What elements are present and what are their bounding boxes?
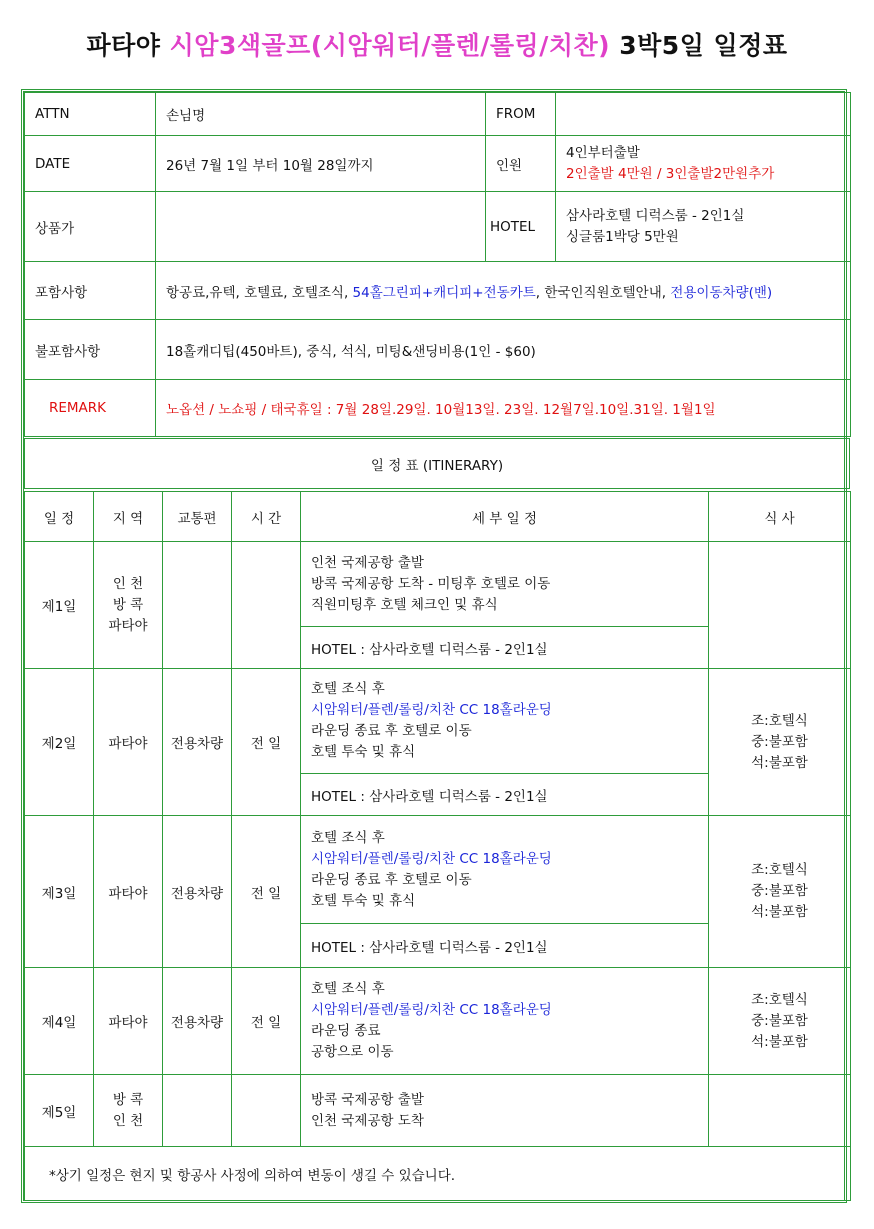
hotel-line-1: 삼사라호텔 디럭스룸 - 2인1실 [566, 207, 745, 224]
day-transport [163, 1075, 232, 1147]
itinerary-table [24, 491, 851, 1201]
meal-line: 중:불포함 [751, 883, 808, 899]
hotel-line-2: 싱글룸1박당 5만원 [566, 228, 679, 245]
day-hotel: HOTEL : 삼사라호텔 디럭스룸 - 2인1실 [301, 924, 709, 968]
people-value [556, 136, 851, 192]
meal-line: 중:불포함 [751, 1012, 808, 1029]
people-line-1: 4인부터출발 [566, 144, 640, 161]
footer-row [25, 1147, 851, 1201]
day-meals [709, 816, 851, 968]
title-suffix: 3박5일 일정표 [610, 31, 788, 60]
day-time: 전 일 [232, 816, 301, 968]
title-prefix: 파타야 [86, 31, 170, 60]
include-part-2: 54홀그린피+캐디피+전동카트 [352, 284, 536, 301]
remark-label: REMARK [25, 380, 156, 437]
detail-line: 호텔 조식 후 [311, 981, 385, 997]
itinerary-title-table [24, 438, 850, 489]
day-row [25, 542, 851, 627]
day-meals [709, 669, 851, 816]
include-label: 포함사항 [25, 262, 156, 320]
info-table [24, 92, 851, 437]
remark-value: 노옵션 / 노쇼핑 / 태국휴일 : 7월 28일.29일. 10월13일. 23일. 12월7일.10일.31일. 1월1일 [156, 380, 851, 437]
header-detail: 세 부 일 정 [301, 492, 709, 542]
detail-line: 호텔 조식 후 [311, 829, 385, 846]
day-label: 제2일 [25, 669, 94, 816]
detail-line: 시암워터/플렌/롤링/치찬 CC 18홀라운딩 [311, 1002, 552, 1018]
page-title [0, 26, 874, 62]
day-detail [301, 542, 709, 627]
include-part-1: 항공료,유텍, 호텔료, 호텔조식, [166, 284, 353, 301]
exclude-value: 18홀캐디팁(450바트), 중식, 석식, 미팅&샌딩비용(1인 - $60) [156, 320, 851, 380]
day-label: 제1일 [25, 542, 94, 669]
day-label: 제5일 [25, 1075, 94, 1147]
day-detail [301, 968, 709, 1075]
meal-line: 조:호텔식 [751, 991, 808, 1008]
header-transport: 교통편 [163, 492, 232, 542]
meal-line: 조:호텔식 [751, 712, 808, 729]
day-detail [301, 669, 709, 774]
hotel-label: HOTEL [486, 192, 556, 262]
info-row-date [25, 136, 851, 192]
day-hotel: HOTEL : 삼사라호텔 디럭스룸 - 2인1실 [301, 627, 709, 669]
day-region: 파타야 [94, 816, 163, 968]
day-region: 파타야 [94, 669, 163, 816]
itinerary-title: 일 정 표 (ITINERARY) [25, 439, 850, 489]
day-meals [709, 1075, 851, 1147]
day-transport: 전용차량 [163, 968, 232, 1075]
day-transport: 전용차량 [163, 816, 232, 968]
region-line: 파타야 [108, 617, 148, 634]
day-label: 제3일 [25, 816, 94, 968]
day-region [94, 1075, 163, 1147]
region-line: 방 콕 [112, 596, 144, 613]
day-time [232, 1075, 301, 1147]
detail-line: 방콕 국제공항 도착 - 미팅후 호텔로 이동 [311, 575, 551, 592]
day-row [25, 1075, 851, 1147]
header-region: 지 역 [94, 492, 163, 542]
people-label: 인원 [486, 136, 556, 192]
price-value [156, 192, 486, 262]
region-line: 인 천 [112, 575, 144, 592]
day-time: 전 일 [232, 669, 301, 816]
day-transport: 전용차량 [163, 669, 232, 816]
day-region [94, 542, 163, 669]
include-value [156, 262, 851, 320]
include-part-4: 전용이동차량(밴) [670, 284, 773, 301]
region-line: 방 콕 [112, 1091, 144, 1108]
itinerary-header-row [25, 492, 851, 542]
day-row [25, 669, 851, 774]
header-time: 시 간 [232, 492, 301, 542]
day-row [25, 816, 851, 924]
detail-line: 시암워터/플렌/롤링/치찬 CC 18홀라운딩 [311, 702, 552, 718]
exclude-label: 불포함사항 [25, 320, 156, 380]
day-region: 파타야 [94, 968, 163, 1075]
info-row-remark [25, 380, 851, 437]
day-detail [301, 816, 709, 924]
title-highlight: 시암3색골프(시암워터/플렌/롤링/치찬) [169, 31, 611, 60]
date-label: DATE [25, 136, 156, 192]
header-meal: 식 사 [709, 492, 851, 542]
day-hotel: HOTEL : 삼사라호텔 디럭스룸 - 2인1실 [301, 774, 709, 816]
info-row-attn [25, 93, 851, 136]
footer-note: *상기 일정은 현지 및 항공사 사정에 의하여 변동이 생길 수 있습니다. [25, 1147, 851, 1201]
date-value: 26년 7월 1일 부터 10월 28일까지 [156, 136, 486, 192]
detail-line: 라운딩 종료 후 호텔로 이동 [311, 723, 472, 739]
day-row [25, 968, 851, 1075]
day-detail [301, 1075, 709, 1147]
detail-line: 시암워터/플렌/롤링/치찬 CC 18홀라운딩 [311, 850, 552, 867]
detail-line: 직원미팅후 호텔 체크인 및 휴식 [311, 596, 498, 613]
day-meals [709, 968, 851, 1075]
detail-line: 공항으로 이동 [311, 1044, 394, 1060]
meal-line: 석:불포함 [751, 754, 808, 771]
detail-line: 호텔 투숙 및 휴식 [311, 892, 416, 909]
people-line-2: 2인출발 4만원 / 3인출발2만원추가 [566, 165, 775, 182]
detail-line: 방콕 국제공항 출발 [311, 1091, 424, 1108]
attn-label: ATTN [25, 93, 156, 136]
day-time: 전 일 [232, 968, 301, 1075]
from-label: FROM [486, 93, 556, 136]
region-line: 인 천 [112, 1112, 144, 1129]
detail-line: 라운딩 종료 [311, 1023, 381, 1039]
meal-line: 조:호텔식 [751, 862, 808, 878]
detail-line: 인천 국제공항 출발 [311, 554, 424, 571]
day-time [232, 542, 301, 669]
attn-value: 손님명 [156, 93, 486, 136]
from-value [556, 93, 851, 136]
info-row-price [25, 192, 851, 262]
detail-line: 호텔 투숙 및 휴식 [311, 744, 416, 760]
detail-line: 인천 국제공항 도착 [311, 1112, 424, 1129]
price-label: 상품가 [25, 192, 156, 262]
detail-line: 호텔 조식 후 [311, 681, 385, 697]
detail-line: 라운딩 종료 후 호텔로 이동 [311, 871, 472, 888]
info-row-exclude [25, 320, 851, 380]
day-label: 제4일 [25, 968, 94, 1075]
include-part-3: , 한국인직원호텔안내, [535, 284, 671, 301]
meal-line: 중:불포함 [751, 733, 808, 750]
meal-line: 석:불포함 [751, 1033, 808, 1050]
info-row-include [25, 262, 851, 320]
header-day: 일 정 [25, 492, 94, 542]
meal-line: 석:불포함 [751, 904, 808, 920]
day-transport [163, 542, 232, 669]
hotel-value [556, 192, 851, 262]
day-meals [709, 542, 851, 669]
